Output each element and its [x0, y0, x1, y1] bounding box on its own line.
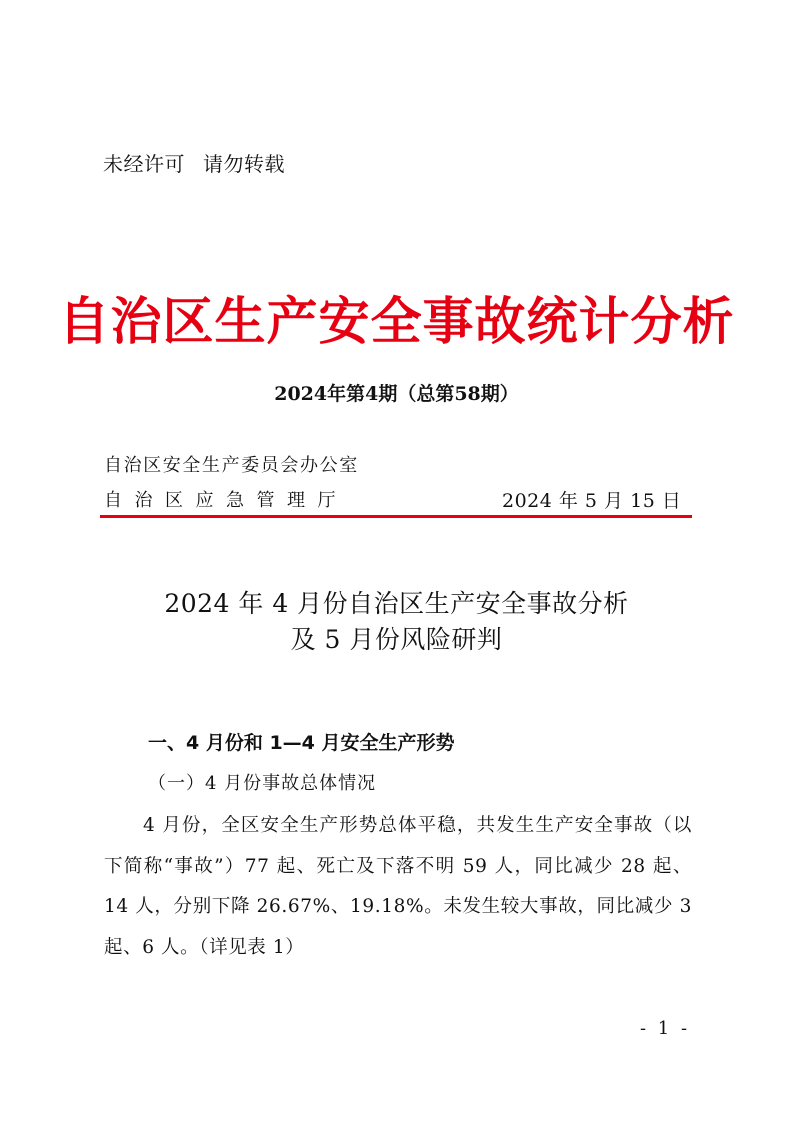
- subsection-heading: （一）4 月份事故总体情况: [148, 773, 377, 794]
- issue-number: 2024年第4期（总第58期）: [274, 383, 519, 405]
- body-paragraph: 4 月份，全区安全生产形势总体平稳，共发生生产安全事故（以下简称“事故”）77 起、死亡及下落不明 59 人，同比减少 28 起、14 人，分别下降 26.67%、19.18%。未发生较大事故，同比减少 3 起、6 人。（详见表 1）: [104, 815, 692, 958]
- issuer-office: 自治区安全生产委员会办公室: [104, 455, 359, 476]
- red-divider: [100, 515, 692, 518]
- issuer-department: 自治区应急管理厅: [104, 490, 348, 511]
- masthead-title: 自治区生产安全事故统计分析: [58, 293, 735, 352]
- section-heading: 一、4 月份和 1—4 月安全生产形势: [148, 732, 455, 754]
- document-title-line1: 2024 年 4 月份自治区生产安全事故分析: [164, 589, 629, 618]
- reprint-notice-part1: 未经许可: [103, 152, 185, 176]
- reprint-notice: [103, 148, 285, 177]
- document-title-line2: 及 5 月份风险研判: [290, 625, 503, 654]
- issue-date: 2024 年 5 月 15 日: [502, 490, 682, 512]
- page-number: - 1 -: [640, 1018, 691, 1039]
- reprint-notice-part2: 请勿转载: [203, 152, 285, 176]
